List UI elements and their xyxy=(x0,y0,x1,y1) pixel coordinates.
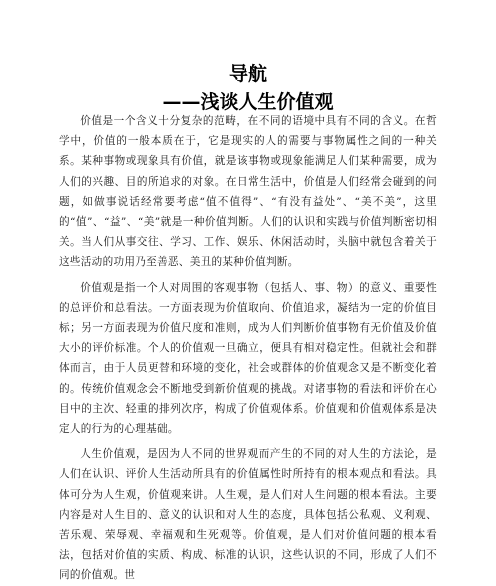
paragraph-life-values: 人生价值观，是因为人不同的世界观而产生的不同的对人生的方法论，是人们在认识、评价人生活动所具有的价值属性时所持有的根本观点和看法。具体可分为人生观，价值观来讲。人生观，是人们对人生问题的根本看法。主要内容是对人生目的、意义的认识和对人生的态度，具体包括公私观、义利观、苦乐观、荣辱观、幸福观和生死观等。价值观，是人们对价值问题的根本看法，包括对价值的实质、构成、标准的认识，这些认识的不同，形成了人们不同的价值观。世 xyxy=(59,448,437,582)
paragraph-value-definition: 价值是一个含义十分复杂的范畴，在不同的语境中具有不同的含义。在哲学中，价值的一般本质在于，它是现实的人的需要与事物属性之间的一种关系。某种事物或现象具有价值，就是该事物或现象能满足人们某种需要，成为人们的兴趣、目的所追求的对象。在日常生活中，价值是人们经常会碰到的问题，如做事说话经常要考虑“值不值得”、“有没有益处”、“美不美”，这里的“值”、“益”、“美”就是一种价值判断。人们的认识和实践与价值判断密切相关。当人们从事交往、学习、工作、娱乐、休闲活动时，头脑中就包含着关于这些活动的功用乃至善恶、美丑的某种价值判断。 xyxy=(59,115,437,269)
document-body xyxy=(59,111,437,586)
paragraph-values-concept: 价值观是指一个人对周围的客观事物（包括人、事、物）的意义、重要性的总评价和总看法。一方面表现为价值取向、价值追求，凝结为一定的价值目标；另一方面表现为价值尺度和准则，成为人们判断价值事物有无价值及价值大小的评价标准。个人的价值观一旦确立，便具有相对稳定性。但就社会和群体而言，由于人员更替和环境的变化，社会或群体的价值观念又是不断变化着的。传统价值观念会不断地受到新价值观的挑战。对诸事物的看法和评价在心目中的主次、轻重的排列次序，构成了价值观体系。价值观和价值观体系是决定人的行为的心理基础。 xyxy=(59,281,437,436)
document-title: 导航 xyxy=(228,63,267,85)
document-subtitle: ——浅谈人生价值观 xyxy=(162,91,334,113)
